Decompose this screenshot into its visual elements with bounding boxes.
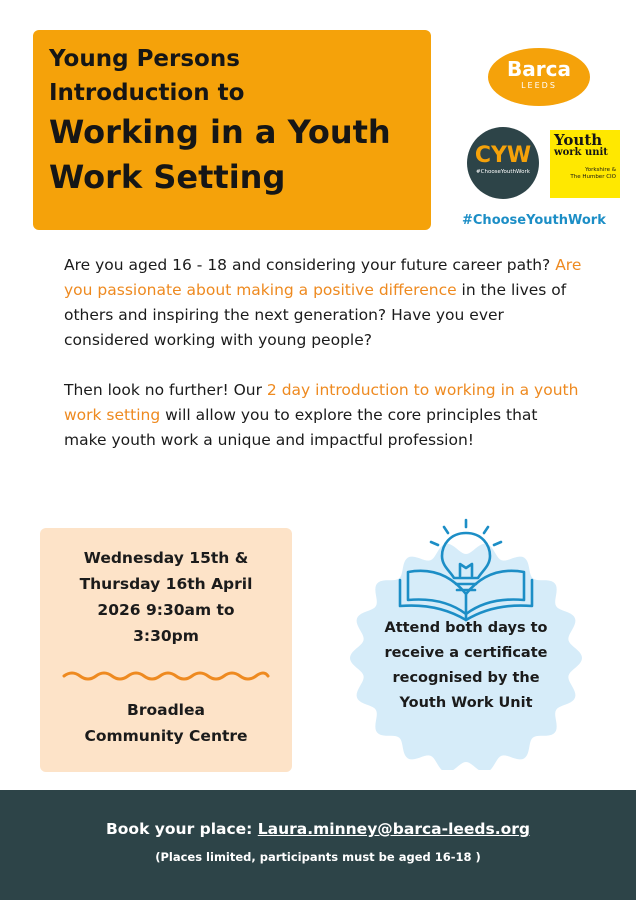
event-date-line-4: 3:30pm	[133, 627, 199, 645]
event-venue-line-1: Broadlea	[127, 701, 205, 719]
wave-divider	[62, 669, 270, 683]
intro-text	[64, 253, 584, 478]
ywu-region-line-1: Yorkshire &	[585, 167, 616, 173]
intro-p1-end: in the lives of others and inspiring the next generation? Have you ever considered working with young people?	[64, 281, 567, 349]
hashtag: #ChooseYouthWork	[462, 213, 606, 228]
cyw-logo-tag: #ChooseYouthWork	[476, 169, 530, 175]
ywu-logo-sub: work unit	[554, 147, 608, 158]
event-venue-line-2: Community Centre	[84, 727, 248, 745]
ywu-logo-title: Youth	[554, 131, 603, 149]
intro-p2-highlight: 2 day introduction to working in a youth work setting	[64, 381, 579, 424]
intro-paragraph-2	[64, 378, 584, 453]
barca-leeds-logo	[488, 48, 590, 106]
title-line-4: Work Setting	[49, 158, 286, 196]
event-venue	[40, 697, 292, 749]
event-details-box	[40, 528, 292, 772]
ywu-logo-region	[554, 167, 616, 181]
title-line-3: Working in a Youth	[49, 113, 391, 151]
certificate-line-3: recognised by the	[392, 670, 540, 686]
title-box	[33, 30, 431, 230]
intro-p2-start: Then look no further! Our	[64, 381, 267, 399]
event-date-line-2: Thursday 16th April	[79, 575, 253, 593]
ywu-region-line-2: The Humber CIO	[570, 174, 616, 180]
certificate-text	[366, 616, 566, 716]
barca-logo-sub: LEEDS	[521, 81, 557, 90]
booking-email-link[interactable]: Laura.minney@barca-leeds.org	[257, 820, 531, 838]
intro-p1-start: Are you aged 16 - 18 and considering your future career path?	[64, 256, 556, 274]
title-line-1: Young Persons	[49, 46, 240, 72]
intro-p2-end: will allow you to explore the core principles that make youth work a unique and impactful profession!	[64, 406, 538, 449]
event-date-line-1: Wednesday 15th &	[83, 549, 249, 567]
title-line-2: Introduction to	[49, 80, 245, 106]
intro-paragraph-1	[64, 253, 584, 353]
certificate-line-1: Attend both days to	[384, 620, 548, 636]
places-note: (Places limited, participants must be aged 16-18 )	[155, 850, 481, 864]
booking-label: Book your place:	[105, 820, 258, 838]
youth-work-unit-logo	[550, 130, 620, 198]
certificate-line-2: receive a certificate	[384, 645, 548, 661]
event-date	[40, 545, 292, 649]
certificate-line-4: Youth Work Unit	[399, 695, 533, 711]
event-date-line-3: 2026 9:30am to	[97, 601, 235, 619]
choose-youth-work-logo	[467, 127, 539, 199]
cyw-logo-mark: CYW	[474, 143, 532, 168]
certificate-badge	[340, 518, 592, 770]
intro-p1-highlight: Are you passionate about making a positive difference	[64, 256, 582, 299]
booking-line	[0, 820, 636, 838]
footer	[0, 790, 636, 900]
barca-logo-name: Barca	[507, 57, 571, 81]
